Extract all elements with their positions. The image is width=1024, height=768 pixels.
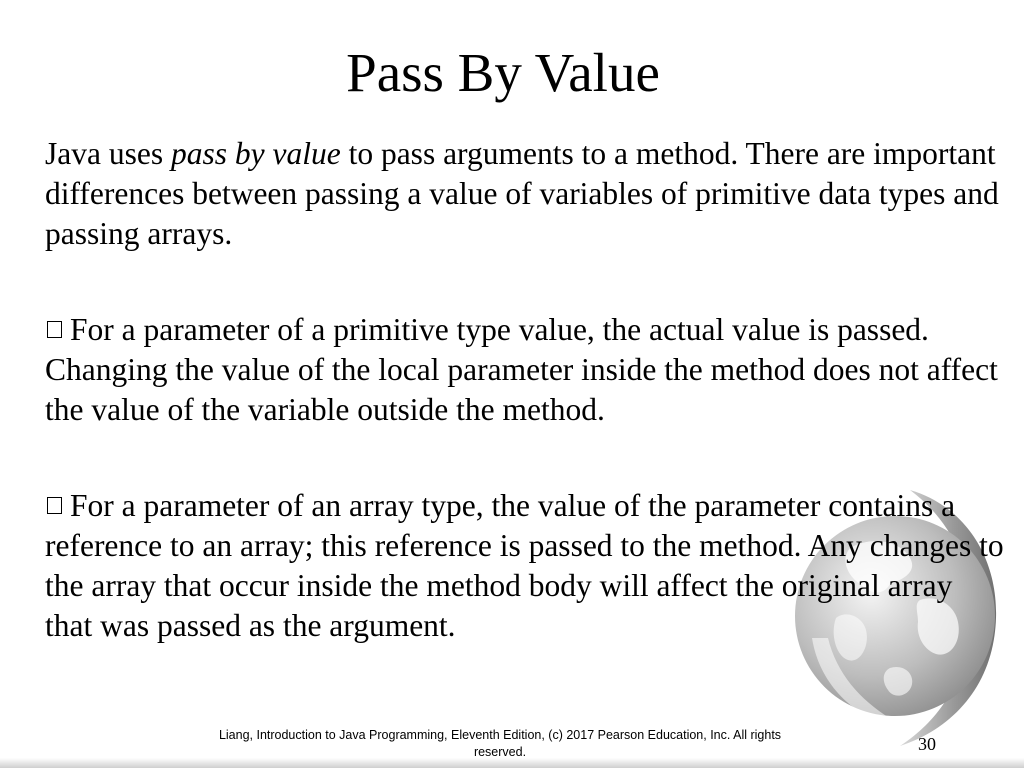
copyright-footer: Liang, Introduction to Java Programming, Eleventh Edition, (c) 2017 Pearson Education, Inc. All rights reserved. [218, 728, 782, 759]
slide-title: Pass By Value [346, 42, 660, 103]
bullet-primitive-text: For a parameter of a primitive type value, the actual value is passed. Changing the value of the local parameter inside the method does not affect the value of the variable outside the method. [45, 312, 998, 427]
square-bullet-icon [47, 497, 62, 514]
intro-text-end: to pass arguments to a method. There are important differences between passing a value of variables of primitive data types and passing arrays. [45, 136, 999, 251]
intro-italic-term: pass by value [170, 136, 341, 171]
intro-paragraph [45, 134, 1005, 254]
bullet-primitive [45, 310, 1005, 430]
bullet-array-text: For a parameter of an array type, the value of the parameter contains a reference to an array; this reference is passed to the method. Any changes to the array that occur inside the method body will affect the original array that was passed as the argument. [45, 488, 1004, 643]
spacer [45, 254, 1005, 310]
bullet-array [45, 486, 1005, 646]
spacer [45, 430, 1005, 486]
page-number: 30 [918, 734, 936, 754]
slide-body [45, 134, 1005, 646]
square-bullet-icon [47, 321, 62, 338]
intro-text-start: Java uses [45, 136, 171, 171]
